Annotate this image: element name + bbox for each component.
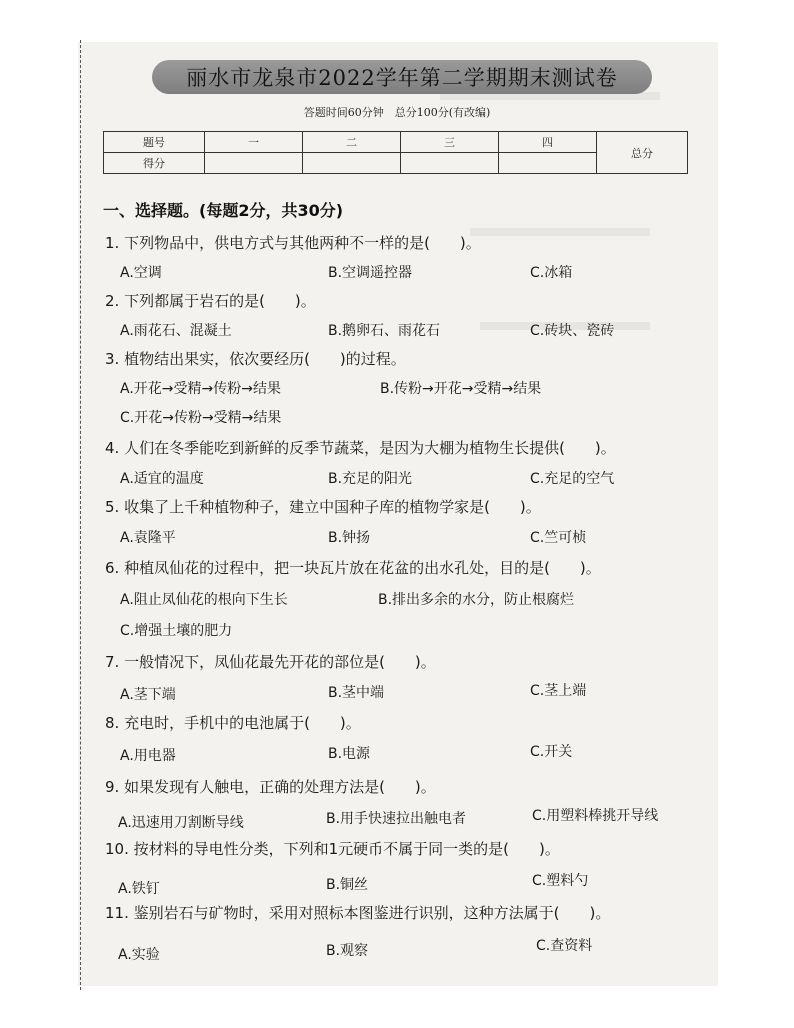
- answer-option: C.砖块、瓷砖: [530, 323, 615, 339]
- answer-option: B.传粉→开花→受精→结果: [380, 381, 542, 397]
- answer-option: A.用电器: [120, 748, 176, 764]
- answer-option: B.充足的阳光: [328, 471, 413, 487]
- column-four: 四: [499, 132, 597, 153]
- answer-option: C.塑料勺: [532, 873, 589, 889]
- answer-option: A.空调: [120, 265, 162, 281]
- score-cell: [205, 153, 303, 174]
- score-cell: [401, 153, 499, 174]
- question-stem: 9. 如果发现有人触电，正确的处理方法是( )。: [105, 778, 436, 796]
- row-label-score: 得分: [104, 153, 205, 174]
- answer-option: B.电源: [328, 746, 371, 762]
- answer-option: B.钟扬: [328, 530, 371, 546]
- column-one: 一: [205, 132, 303, 153]
- answer-option: A.适宜的温度: [120, 471, 204, 487]
- question-stem: 2. 下列都属于岩石的是( )。: [105, 292, 316, 310]
- exam-subtitle: 答题时间60分钟 总分100分(有改编): [303, 106, 491, 119]
- answer-option: A.铁钉: [118, 881, 160, 897]
- answer-option: B.观察: [326, 943, 369, 959]
- total-label: 总分: [597, 132, 688, 174]
- column-three: 三: [401, 132, 499, 153]
- answer-option: A.实验: [118, 947, 160, 963]
- score-table-header-row: [104, 132, 688, 153]
- answer-option: C.开花→传粉→受精→结果: [120, 410, 282, 426]
- score-cell: [303, 153, 401, 174]
- exam-title: 丽水市龙泉市2022学年第二学期期末测试卷: [186, 66, 618, 90]
- answer-option: B.铜丝: [326, 877, 369, 893]
- score-cell: [499, 153, 597, 174]
- answer-option: B.用手快速拉出触电者: [326, 811, 467, 827]
- answer-option: A.雨花石、混凝土: [120, 323, 232, 339]
- answer-option: B.茎中端: [328, 685, 385, 701]
- score-table: [103, 131, 688, 174]
- question-stem: 3. 植物结出果实，依次要经历( )的过程。: [105, 350, 406, 368]
- answer-option: A.阻止凤仙花的根向下生长: [120, 592, 288, 608]
- answer-option: C.竺可桢: [530, 530, 587, 546]
- answer-option: B.鹅卵石、雨花石: [328, 323, 441, 339]
- answer-option: B.空调遥控器: [328, 265, 413, 281]
- answer-option: C.用塑料棒挑开导线: [532, 808, 659, 824]
- answer-option: A.袁隆平: [120, 530, 176, 546]
- answer-option: C.茎上端: [530, 683, 587, 699]
- question-stem: 5. 收集了上千种植物种子，建立中国种子库的植物学家是( )。: [105, 498, 541, 516]
- answer-option: C.查资料: [536, 938, 593, 954]
- answer-option: A.茎下端: [120, 687, 176, 703]
- section-heading: 一、选择题。(每题2分，共30分): [103, 201, 344, 220]
- question-stem: 10. 按材料的导电性分类，下列和1元硬币不属于同一类的是( )。: [105, 840, 560, 858]
- answer-option: A.开花→受精→传粉→结果: [120, 381, 281, 397]
- answer-option: C.开关: [530, 744, 573, 760]
- answer-option: A.迅速用刀割断导线: [118, 815, 244, 831]
- question-stem: 4. 人们在冬季能吃到新鲜的反季节蔬菜，是因为大棚为植物生长提供( )。: [105, 439, 616, 457]
- question-stem: 6. 种植凤仙花的过程中，把一块瓦片放在花盆的出水孔处，目的是( )。: [105, 559, 601, 577]
- answer-option: C.充足的空气: [530, 471, 615, 487]
- row-label-number: 题号: [104, 132, 205, 153]
- exam-title-banner: [152, 60, 652, 94]
- binding-line: [80, 40, 81, 990]
- question-stem: 7. 一般情况下，凤仙花最先开花的部位是( )。: [105, 653, 436, 671]
- answer-option: C.增强土壤的肥力: [120, 623, 233, 639]
- question-stem: 11. 鉴别岩石与矿物时，采用对照标本图鉴进行识别，这种方法属于( )。: [105, 904, 611, 922]
- answer-option: C.冰箱: [530, 265, 573, 281]
- column-two: 二: [303, 132, 401, 153]
- question-stem: 1. 下列物品中，供电方式与其他两种不一样的是( )。: [105, 234, 481, 252]
- question-stem: 8. 充电时，手机中的电池属于( )。: [105, 714, 361, 732]
- bleed-through-mark: [470, 228, 650, 236]
- answer-option: B.排出多余的水分，防止根腐烂: [378, 592, 575, 608]
